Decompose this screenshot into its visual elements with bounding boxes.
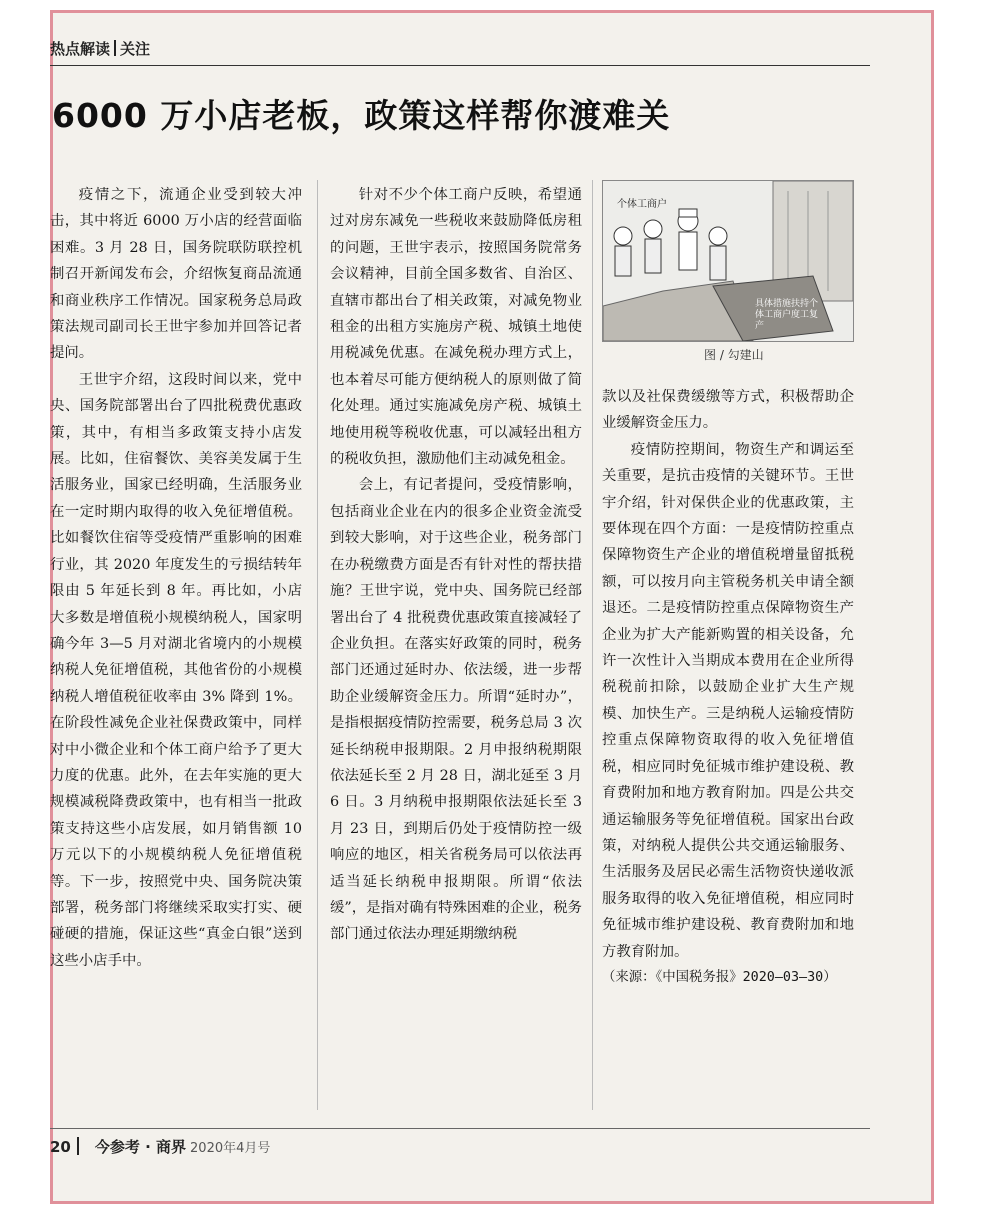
paragraph: 款以及社保费缓缴等方式，积极帮助企业缓解资金压力。 — [602, 389, 854, 432]
section-separator — [114, 40, 116, 56]
paragraph: 针对不少个体工商户反映，希望通过对房东减免一些税收来鼓励降低房租的问题，王世宇表示，按照国务院常务会议精神，目前全国多数省、自治区、直辖市都出台了相关政策，对减免物业租金的出租方实施房产税、城镇土地使用税减免优惠。在减免税办理方式上，也本着尽可能方便纳税人的原则做了简化处理。通过实施减免房产税、城镇土地使用税等税收优惠，可以减轻出租方的税收负担，激励他们主动减免租金。 — [330, 187, 582, 468]
paragraph: 疫情之下，流通企业受到较大冲击，其中将近 6000 万小店的经营面临困难。3 月 28 日，国务院联防联控机制召开新闻发布会，介绍恢复商品流通和商业秩序工作情况。国家税务总局政策法规司副司长王世宇参加并回答记者提问。 — [50, 187, 302, 362]
header-rule — [50, 65, 870, 66]
section-header — [50, 38, 150, 59]
paragraph: 疫情防控期间，物资生产和调运至关重要，是抗击疫情的关键环节。王世宇介绍，针对保供企业的优惠政策，主要体现在四个方面：一是疫情防控重点保障物资生产企业的增值税增量留抵税额，可以按月向主管税务机关申请全额退还。二是疫情防控重点保障物资生产企业为扩大产能新购置的相关设备，允许一次性计入当期成本费用在企业所得税税前扣除，以鼓励企业扩大生产规模、加快生产。三是纳税人运输疫情防控重点保障物资取得的收入免征增值税，相应同时免征城市维护建设税、教育费附加和地方教育附加。四是公共交通运输服务等免征增值税。国家出台政策，对纳税人提供公共交通运输服务、生活服务及居民必需生活物资快递收派服务取得的收入免征增值税，相应同时免征城市维护建设税、教育费附加和地方教育附加。 — [602, 441, 854, 960]
issue-date: 2020年4月号 — [190, 1141, 271, 1156]
article-column-2 — [330, 182, 582, 1117]
page-footer — [50, 1136, 270, 1157]
article-source: （来源：《中国税务报》2020—03—30） — [602, 969, 837, 985]
cartoon-illustration — [602, 180, 854, 342]
illustration-caption: 图 / 勾建山 — [704, 348, 764, 362]
column-divider — [592, 180, 593, 1110]
article-column-3 — [602, 384, 854, 1116]
section-label-hot: 热点解读 — [50, 40, 111, 58]
column-divider — [317, 180, 318, 1110]
paragraph: 会上，有记者提问，受疫情影响，包括商业企业在内的很多企业资金流受到较大影响，对于这些企业，税务部门在办税缴费方面是否有针对性的帮扶措施？王世宇说，党中央、国务院已经部署出台了 4 批税费优惠政策直接减轻了企业负担。在落实好政策的同时，税务部门还通过延时办、依法缓，进一步帮助企业缓解资金压力。所谓“延时办”，是指根据疫情防控需要，税务总局 3 次延长纳税申报期限。2 月申报纳税期限依法延长至 2 月 28 日，湖北延至 3 月 6 日。3 月纳税申报期限依法延长至 3 月 23 日，到期后仍处于疫情防控一级响应的地区，相关省税务局可以依法再适当延长纳税申报期限。所谓“依法缓”，是指对确有特殊困难的企业，税务部门通过依法办理延期缴纳税 — [330, 477, 582, 943]
page-number: 20 — [50, 1138, 71, 1156]
cartoon-label-top: 个体工商户 — [617, 199, 667, 210]
cartoon-banner-text: 具体措施扶持个体工商户度工复产 — [755, 299, 819, 331]
article-title: 6000 万小店老板，政策这样帮你渡难关 — [52, 96, 671, 135]
section-label-focus: 关注 — [120, 40, 151, 58]
paragraph: 王世宇介绍，这段时间以来，党中央、国务院部署出台了四批税费优惠政策，其中，有相当多政策支持小店发展。比如，住宿餐饮、美容美发属于生活服务业，国家已经明确，生活服务业在一定时期内取得的收入免征增值税。比如餐饮住宿等受疫情严重影响的困难行业，其 2020 年度发生的亏损结转年限由 5 年延长到 8 年。再比如，小店大多数是增值税小规模纳税人，国家明确今年 3—5 月对湖北省境内的小规模纳税人免征增值税，其他省份的小规模纳税人增值税征收率由 3% 降到 1%。在阶段性减免企业社保费政策中，同样对中小微企业和个体工商户给予了更大力度的优惠。此外，在去年实施的更大规模减税降费政策中，也有相当一批政策支持这些小店发展，如月销售额 10 万元以下的小规模纳税人免征增值税等。下一步，按照党中央、国务院决策部署，税务部门将继续采取实打实、硬碰硬的措施，保证这些“真金白银”送到这些小店手中。 — [50, 371, 302, 969]
footer-rule — [50, 1128, 870, 1129]
publication-name: 今参考 · 商界 — [94, 1138, 187, 1156]
article-column-1 — [50, 182, 302, 1117]
footer-separator — [77, 1137, 79, 1155]
